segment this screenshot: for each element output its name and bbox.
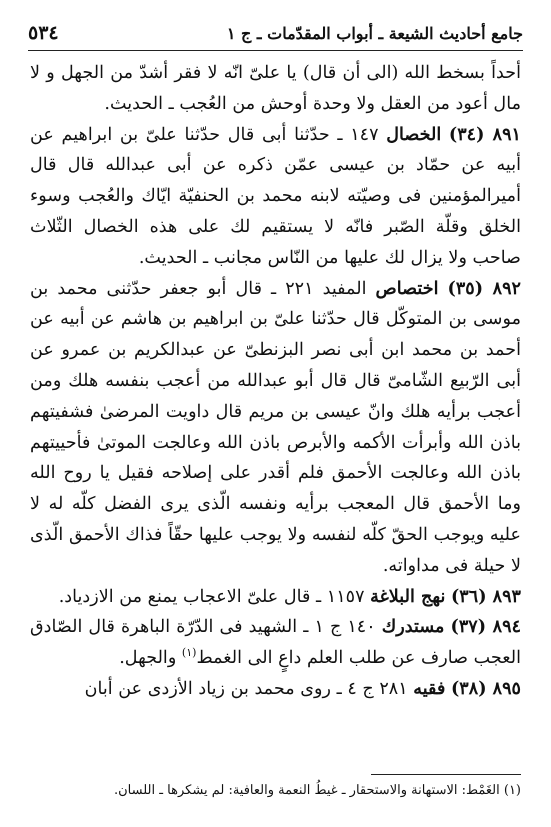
paragraph-continuation xyxy=(30,58,521,120)
running-title: جامع أحاديث الشيعة ـ أبواب المقدّمات ـ ج ١ xyxy=(226,23,523,43)
hadith-number: ٨٩٤ (٣٧) xyxy=(450,616,522,638)
hadith-number: ٨٩٢ (٣٥) xyxy=(447,277,521,299)
hadith-number: ٨٩٣ (٣٦) xyxy=(450,585,521,607)
hadith-895 xyxy=(30,674,521,705)
footnote-rule xyxy=(371,774,521,775)
hadith-891 xyxy=(30,120,521,274)
hadith-893 xyxy=(30,582,521,613)
source-title: الخصال xyxy=(386,123,442,145)
source-title: فقيه xyxy=(413,677,446,699)
source-title: نهج البلاغة xyxy=(370,585,446,607)
hadith-text: ١١٥٧ ـ قال علىّ الاعجاب يمنع من الازدياد. xyxy=(58,586,365,607)
paragraph-text: أحداً بسخط الله (الى أن قال) يا علىّ انّه لا فقر أشدّ من الجهل و لا مال أعود من العقل ولا وحدة أوحش من العُجب ـ الحديث. xyxy=(30,63,521,114)
hadith-text: المفيد ٢٢١ ـ قال أبو جعفر حدّثنى محمد بن موسى بن المتوكّل قال حدّثنا علىّ بن ابراهيم بن هاشم عن أبيه عن أحمد بن محمد ابن أبى نصر البزنطىّ عن عبدالكريم بن عمرو عن أبى الرّبيع الشّامىّ قال قال أبو عبدالله من أعجب بنفسه هلك ومن أعجب برأيه هلك وانّ عيسى بن مريم قال داويت المرضىٰ فشفيتهم باذن الله وأبرأت الأكمه والأبرص باذن الله وعالجت الموتىٰ فأحييتهم باذن الله وعالجت الأحمق فلم أقدر على إصلاحه فقيل يا روح الله وما الأحمق قال المعجب برأيه ونفسه الّذى يرى الفضل كلّه له لا عليه ويوجب الحقّ كلّه لنفسه ولا يوجب عليها حقّاً فذاك الأحمق الّذى لا حيلة فى مداواته. xyxy=(30,278,521,576)
hadith-892 xyxy=(30,274,521,582)
hadith-text-tail: والجهل. xyxy=(119,648,182,669)
source-title: اختصاص xyxy=(375,277,439,299)
header-rule xyxy=(28,50,523,51)
hadith-text: ١٤٠ ج ١ ـ الشهيد فى الدّرّة الباهرة قال الصّادق العجب صارف عن طلب العلم داعٍ الى الغمط xyxy=(30,617,521,669)
hadith-894 xyxy=(30,612,521,674)
hadith-text: ٢٨١ ج ٤ ـ روى محمد بن زياد الأزدى عن أبان xyxy=(84,678,408,699)
footnote-reference[interactable]: (١) xyxy=(181,646,197,660)
hadith-number: ٨٩١ (٣٤) xyxy=(448,123,522,145)
hadith-body xyxy=(30,58,521,705)
page-header xyxy=(28,22,523,44)
page-number: ٥٣٤ xyxy=(28,22,59,44)
source-title: مستدرك xyxy=(381,616,445,638)
footnote: (١) الغَمْط: الاستهانة والاستحقار ـ غيطُ النعمة والعافية: لم يشكرها ـ اللسان. xyxy=(114,783,521,798)
hadith-number: ٨٩٥ (٣٨) xyxy=(450,677,521,699)
hadith-text: ١٤٧ ـ حدّثنا أبى قال حدّثنا علىّ بن ابراهيم عن أبيه عن حمّاد بن عيسى عمّن ذكره عن أبى عبدالله قال قال أميرالمؤمنين فى وصيّته لابنه محمد بن الحنفيّة ايّاك والعُجب وسوء الخلق وقلّة الصّبر فانّه لا يستقيم لك على هذه الخصال الثّلاث صاحب ولا يزال لك عليها من النّاس مجانب ـ الحديث. xyxy=(30,124,521,268)
